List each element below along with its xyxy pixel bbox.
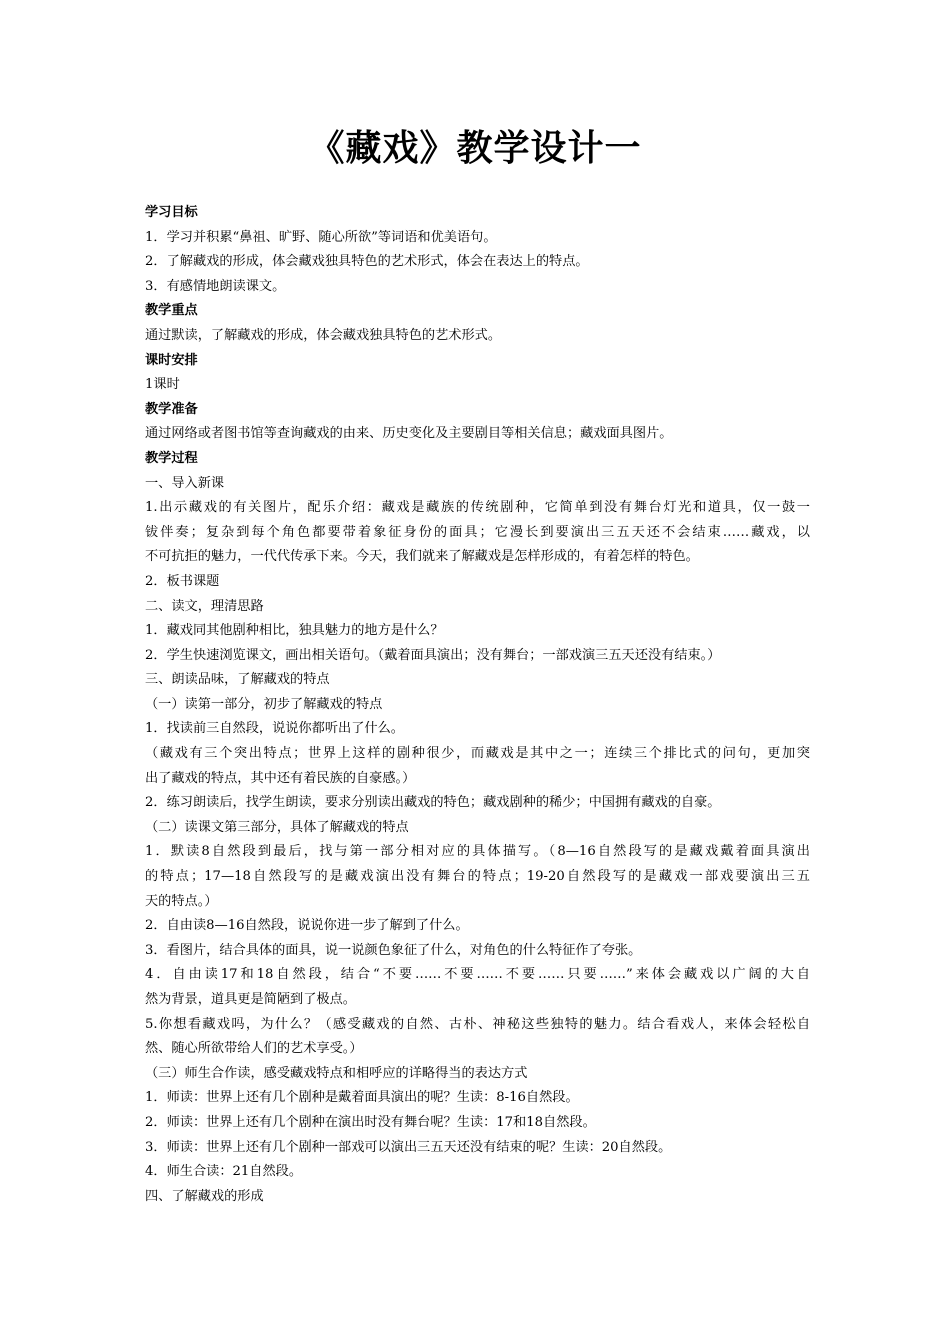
body-line: 2．板书课题 [145, 573, 220, 589]
body-line: 1．学习并积累“鼻祖、旷野、随心所欲”等词语和优美语句。 [145, 229, 497, 245]
body-line: 1．默读8自然段到最后，找与第一部分相对应的具体描写。（8—16自然段写的是藏戏戴着面具演出 [145, 844, 810, 860]
body-line: 的特点；17—18自然段写的是藏戏演出没有舞台的特点；19-20自然段写的是藏戏一部戏要演出三五 [145, 869, 810, 885]
section-heading: 学习目标 [145, 205, 198, 220]
body-line: 1课时 [145, 377, 180, 393]
body-line: 5.你想看藏戏吗，为什么？（感受藏戏的自然、古朴、神秘这些独特的魅力。结合看戏人，来体会轻松自 [145, 1016, 810, 1032]
document-title: 《藏戏》教学设计一 [308, 128, 642, 169]
body-line: 1．师读：世界上还有几个剧种是戴着面具演出的呢？生读：8-16自然段。 [145, 1090, 579, 1106]
body-line: 2．练习朗读后，找学生朗读，要求分别读出藏戏的特色；藏戏剧种的稀少；中国拥有藏戏的自豪。 [145, 795, 721, 811]
body-line: 通过网络或者图书馆等查询藏戏的由来、历史变化及主要剧目等相关信息；藏戏面具图片。 [145, 426, 673, 442]
document-body [145, 201, 810, 1209]
body-line: 一、导入新课 [145, 475, 225, 491]
body-line: 然为背景，道具更是简陋到了极点。 [145, 992, 356, 1007]
body-line: 1．藏戏同其他剧种相比，独具魅力的地方是什么？ [145, 623, 444, 639]
body-line: 三、朗读品味，了解藏戏的特点 [145, 672, 330, 688]
body-line: 二、读文，理清思路 [145, 598, 264, 614]
body-line: 3．看图片，结合具体的面具，说一说颜色象征了什么，对角色的什么特征作了夸张。 [145, 942, 642, 958]
body-line: （二）读课文第三部分，具体了解藏戏的特点 [145, 819, 409, 835]
body-line: 1.出示藏戏的有关图片，配乐介绍：藏戏是藏族的传统剧种，它简单到没有舞台灯光和道具，仅一鼓一 [145, 500, 810, 516]
body-line: 通过默读，了解藏戏的形成，体会藏戏独具特色的艺术形式。 [145, 327, 502, 343]
body-line: 4．自由读17和18自然段，结合“不要……不要……不要……只要……”来体会藏戏以广阔的大自 [145, 967, 810, 983]
body-line: 1．找读前三自然段，说说你都听出了什么。 [145, 721, 404, 737]
section-heading: 教学准备 [145, 401, 198, 417]
body-line: 3．有感情地朗读课文。 [145, 278, 286, 294]
body-line: 四、了解藏戏的形成 [145, 1188, 264, 1204]
section-heading: 课时安排 [145, 352, 198, 368]
body-line: 2．学生快速浏览课文，画出相关语句。（戴着面具演出；没有舞台；一部戏演三五天还没有结束。） [145, 647, 721, 663]
body-line: 天的特点。） [145, 893, 218, 909]
body-line: （藏戏有三个突出特点；世界上这样的剧种很少，而藏戏是其中之一；连续三个排比式的问句，更加突 [145, 746, 810, 762]
section-heading: 教学重点 [145, 303, 198, 319]
body-line: 不可抗拒的魅力，一代代传承下来。今天，我们就来了解藏戏是怎样形成的，有着怎样的特色。 [145, 549, 699, 565]
body-line: 4．师生合读：21自然段。 [145, 1164, 303, 1180]
body-line: 3．师读：世界上还有几个剧种一部戏可以演出三五天还没有结束的呢？生读：20自然段。 [145, 1139, 672, 1155]
section-heading: 教学过程 [145, 450, 198, 466]
body-line: （三）师生合作读，感受藏戏特点和相呼应的详略得当的表达方式 [145, 1065, 528, 1081]
body-line: 2．师读：世界上还有几个剧种在演出时没有舞台呢？生读：17和18自然段。 [145, 1114, 596, 1130]
body-line: 2．自由读8—16自然段，说说你进一步了解到了什么。 [145, 918, 469, 934]
body-line: 2．了解藏戏的形成，体会藏戏独具特色的艺术形式，体会在表达上的特点。 [145, 254, 589, 270]
body-line: 钹伴奏；复杂到每个角色都要带着象征身份的面具；它漫长到要演出三五天还不会结束……藏戏，以 [145, 524, 810, 540]
body-line: （一）读第一部分，初步了解藏戏的特点 [145, 696, 383, 712]
body-line: 出了藏戏的特点，其中还有着民族的自豪感。） [145, 770, 416, 786]
body-line: 然、随心所欲带给人们的艺术享受。） [145, 1041, 363, 1057]
